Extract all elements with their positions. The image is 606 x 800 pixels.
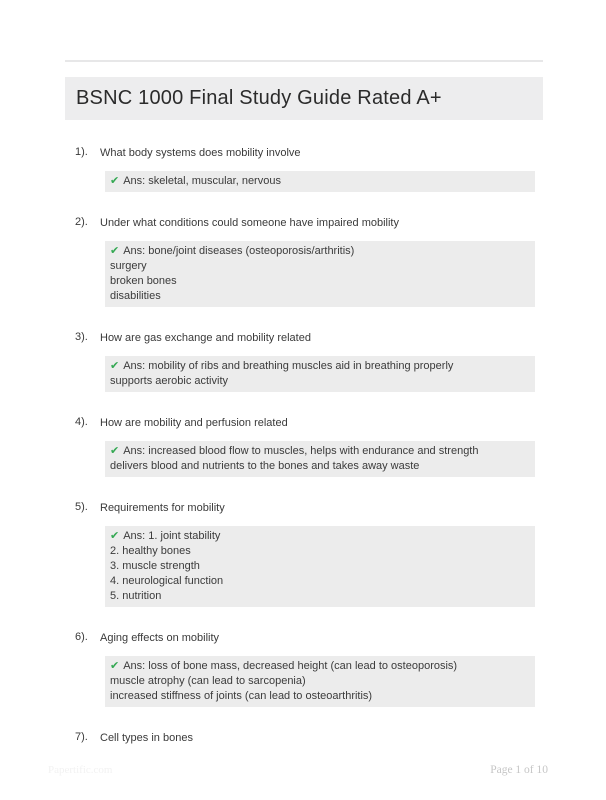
answer-box (105, 441, 535, 477)
question-row (75, 216, 543, 230)
answer-first-line (110, 244, 527, 259)
answer-text: Ans: bone/joint diseases (osteoporosis/arthritis) (123, 245, 355, 257)
question-number: 6). (75, 631, 88, 643)
answer-line: 3. muscle strength (110, 560, 200, 572)
question-text: Under what conditions could someone have impaired mobility (100, 217, 399, 229)
question-number: 1). (75, 146, 88, 158)
question-text: What body systems does mobility involve (100, 147, 301, 159)
question-list (65, 146, 543, 745)
question-row (75, 631, 543, 645)
answer-box (105, 241, 535, 307)
question-number: 5). (75, 501, 88, 513)
qa-item (75, 331, 543, 392)
answer-line: increased stiffness of joints (can lead to osteoarthritis) (110, 690, 373, 702)
answer-first-line (110, 359, 527, 374)
answer-line: broken bones (110, 275, 177, 287)
answer-line: 2. healthy bones (110, 545, 191, 557)
answer-box (105, 356, 535, 392)
qa-item (75, 501, 543, 607)
title-banner (65, 77, 543, 120)
answer-first-line (110, 529, 527, 544)
check-icon: ✔ (110, 445, 120, 457)
check-icon: ✔ (110, 660, 120, 672)
qa-item (75, 731, 543, 745)
check-icon: ✔ (110, 360, 120, 372)
question-number: 7). (75, 731, 88, 743)
question-text: How are gas exchange and mobility related (100, 332, 311, 344)
answer-first-line (110, 659, 527, 674)
page-content (65, 0, 543, 769)
answer-line: 4. neurological function (110, 575, 224, 587)
question-number: 4). (75, 416, 88, 428)
answer-text: Ans: 1. joint stability (123, 530, 221, 542)
page-number: Page 1 of 10 (490, 764, 548, 776)
answer-first-line (110, 174, 527, 189)
check-icon: ✔ (110, 245, 120, 257)
question-row (75, 731, 543, 745)
qa-item (75, 216, 543, 307)
answer-box (105, 656, 535, 707)
qa-item (75, 631, 543, 707)
answer-text: Ans: skeletal, muscular, nervous (123, 175, 281, 187)
question-row (75, 501, 543, 515)
check-icon: ✔ (110, 175, 120, 187)
answer-box (105, 171, 535, 192)
question-number: 2). (75, 216, 88, 228)
page-title: BSNC 1000 Final Study Guide Rated A+ (76, 87, 442, 109)
answer-line: supports aerobic activity (110, 375, 228, 387)
question-text: Aging effects on mobility (100, 632, 220, 644)
qa-item (75, 416, 543, 477)
answer-text: Ans: increased blood flow to muscles, helps with endurance and strength (123, 445, 479, 457)
top-divider (65, 60, 543, 62)
answer-text: Ans: loss of bone mass, decreased height (can lead to osteoporosis) (123, 660, 458, 672)
answer-line: delivers blood and nutrients to the bones and takes away waste (110, 460, 420, 472)
qa-item (75, 146, 543, 192)
question-text: Cell types in bones (100, 732, 193, 744)
answer-first-line (110, 444, 527, 459)
question-number: 3). (75, 331, 88, 343)
question-text: How are mobility and perfusion related (100, 417, 288, 429)
watermark-text: Papertific.com (48, 764, 113, 776)
answer-line: surgery (110, 260, 147, 272)
question-row (75, 416, 543, 430)
answer-line: muscle atrophy (can lead to sarcopenia) (110, 675, 306, 687)
question-text: Requirements for mobility (100, 502, 225, 514)
check-icon: ✔ (110, 530, 120, 542)
question-row (75, 146, 543, 160)
answer-text: Ans: mobility of ribs and breathing muscles aid in breathing properly (123, 360, 454, 372)
answer-box (105, 526, 535, 607)
answer-line: 5. nutrition (110, 590, 162, 602)
question-row (75, 331, 543, 345)
answer-line: disabilities (110, 290, 161, 302)
